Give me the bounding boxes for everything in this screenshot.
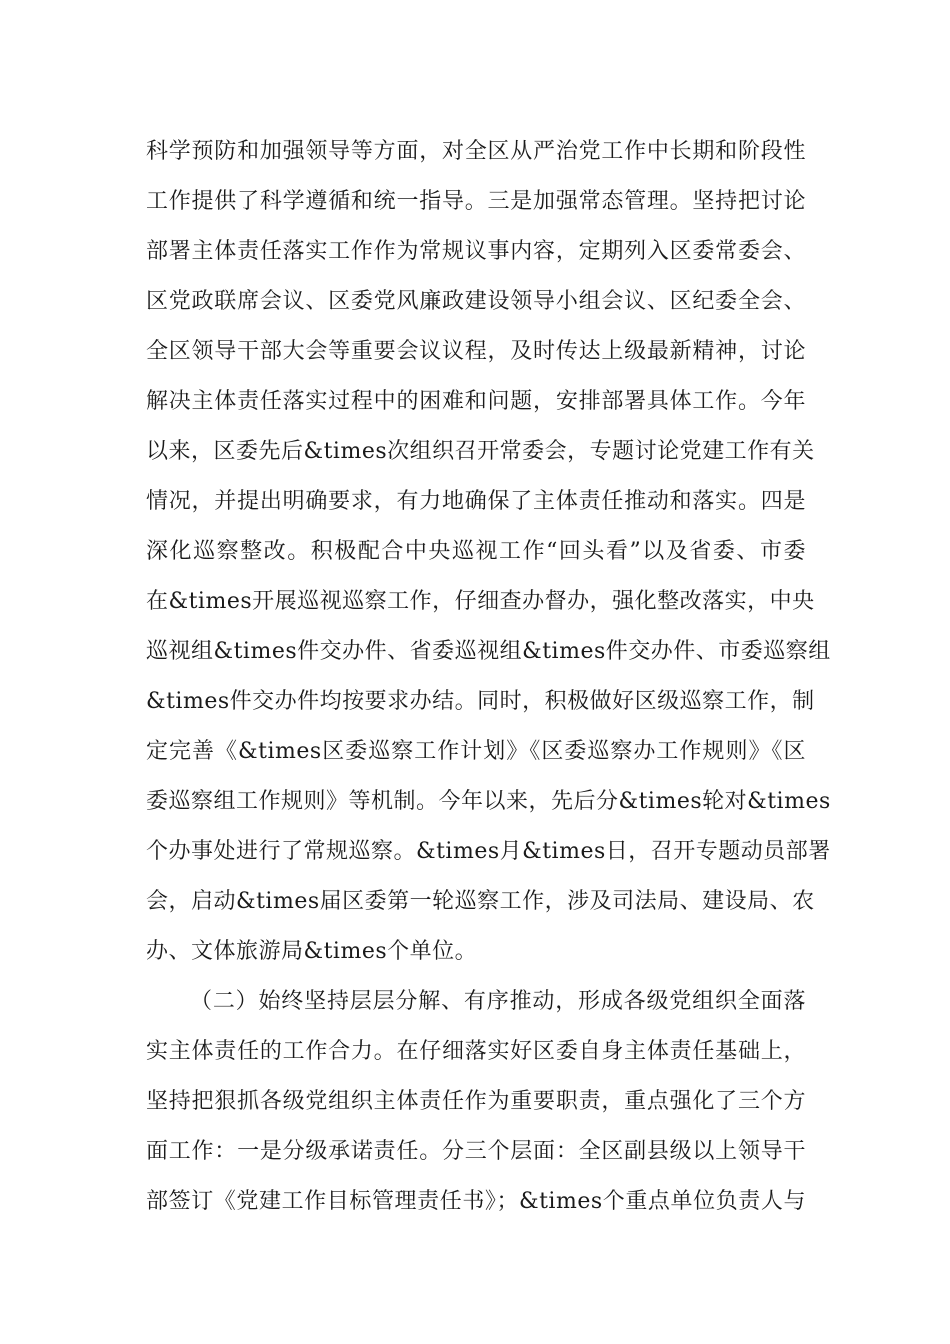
text-line: 在&times开展巡视巡察工作，仔细查办督办，强化整改落实，中央 xyxy=(146,589,815,614)
text-line: 全区领导干部大会等重要会议议程，及时传达上级最新精神，讨论 xyxy=(146,339,806,364)
section-heading-line: （二）始终坚持层层分解、有序推动，形成各级党组织全面落 xyxy=(190,989,806,1014)
text-line: 部署主体责任落实工作作为常规议事内容，定期列入区委常委会、 xyxy=(146,239,806,264)
text-line: 面工作：一是分级承诺责任。分三个层面：全区副县级以上领导干 xyxy=(146,1139,806,1164)
text-line: 委巡察组工作规则》等机制。今年以来，先后分&times轮对&times xyxy=(146,789,831,814)
text-line: &times件交办件均按要求办结。同时，积极做好区级巡察工作，制 xyxy=(146,689,815,714)
text-line: 以来，区委先后&times次组织召开常委会，专题讨论党建工作有关 xyxy=(146,439,815,464)
text-line: 实主体责任的工作合力。在仔细落实好区委自身主体责任基础上， xyxy=(146,1039,806,1064)
text-line: 工作提供了科学遵循和统一指导。三是加强常态管理。坚持把讨论 xyxy=(146,189,806,214)
text-line: 部签订《党建工作目标管理责任书》；&times个重点单位负责人与 xyxy=(146,1189,806,1214)
text-line: 深化巡察整改。积极配合中央巡视工作“回头看”以及省委、市委 xyxy=(146,539,806,564)
text-line: 会，启动&times届区委第一轮巡察工作，涉及司法局、建设局、农 xyxy=(146,889,815,914)
text-line: 定完善《&times区委巡察工作计划》《区委巡察办工作规则》《区 xyxy=(146,739,806,764)
text-line: 个办事处进行了常规巡察。&times月&times日，召开专题动员部署 xyxy=(146,839,831,864)
text-line: 区党政联席会议、区委党风廉政建设领导小组会议、区纪委全会、 xyxy=(146,289,806,314)
text-line: 科学预防和加强领导等方面，对全区从严治党工作中长期和阶段性 xyxy=(146,139,806,164)
text-line: 情况，并提出明确要求，有力地确保了主体责任推动和落实。四是 xyxy=(146,489,806,514)
text-line: 巡视组&times件交办件、省委巡视组&times件交办件、市委巡察组 xyxy=(146,639,831,664)
text-line: 解决主体责任落实过程中的困难和问题，安排部署具体工作。今年 xyxy=(146,389,806,414)
text-line: 坚持把狠抓各级党组织主体责任作为重要职责，重点强化了三个方 xyxy=(146,1089,806,1114)
text-line: 办、文体旅游局&times个单位。 xyxy=(146,939,478,964)
